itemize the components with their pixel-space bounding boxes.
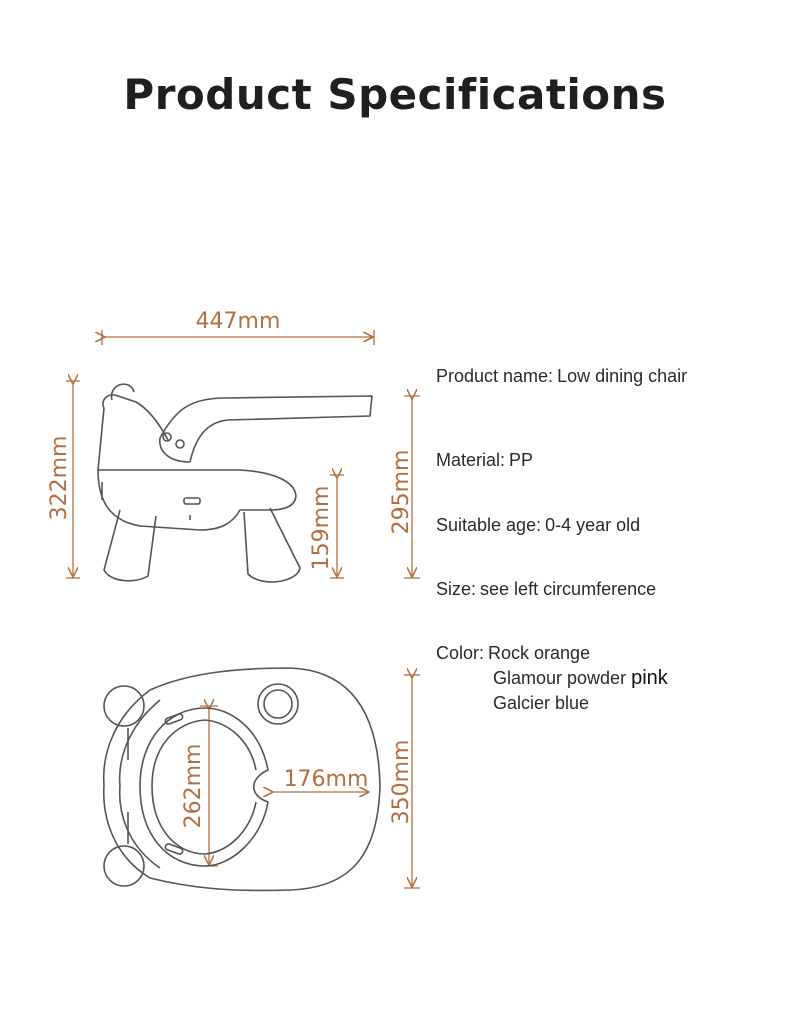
color-option-1: Rock orange — [488, 643, 591, 663]
seat-depth-dimension-label: 262mm — [181, 743, 206, 829]
product-name-label: Product name: — [436, 366, 554, 386]
width-dimension-label: 447mm — [195, 309, 281, 334]
size-value: see left circumference — [480, 579, 657, 599]
age-label: Suitable age: — [436, 515, 542, 535]
age-unit: year old — [576, 515, 641, 535]
size-label: Size: — [436, 579, 477, 599]
page-title: Product Specifications — [123, 70, 667, 119]
color-option-2-suffix: pink — [631, 667, 668, 689]
spec-suitable-age — [436, 515, 640, 536]
tray-height-dimension-label: 295mm — [389, 449, 414, 535]
seat-height-dimension-label: 159mm — [309, 485, 334, 571]
color-option-2 — [493, 667, 668, 690]
color-option-3: Galcier blue — [493, 693, 590, 713]
material-value: PP — [509, 450, 534, 470]
material-label: Material: — [436, 450, 506, 470]
age-range: 0-4 — [545, 515, 572, 535]
color-option-2-prefix: Glamour powder — [493, 668, 627, 688]
total-depth-dimension-label: 350mm — [389, 739, 414, 825]
spec-size — [436, 579, 656, 600]
spec-product-name — [436, 366, 687, 387]
spec-color — [436, 643, 590, 664]
gap-dimension-label: 176mm — [283, 767, 369, 792]
color-label: Color: — [436, 643, 485, 663]
height-dimension-label: 322mm — [47, 435, 72, 521]
product-name-value: Low dining chair — [557, 366, 688, 386]
spec-material — [436, 450, 533, 471]
